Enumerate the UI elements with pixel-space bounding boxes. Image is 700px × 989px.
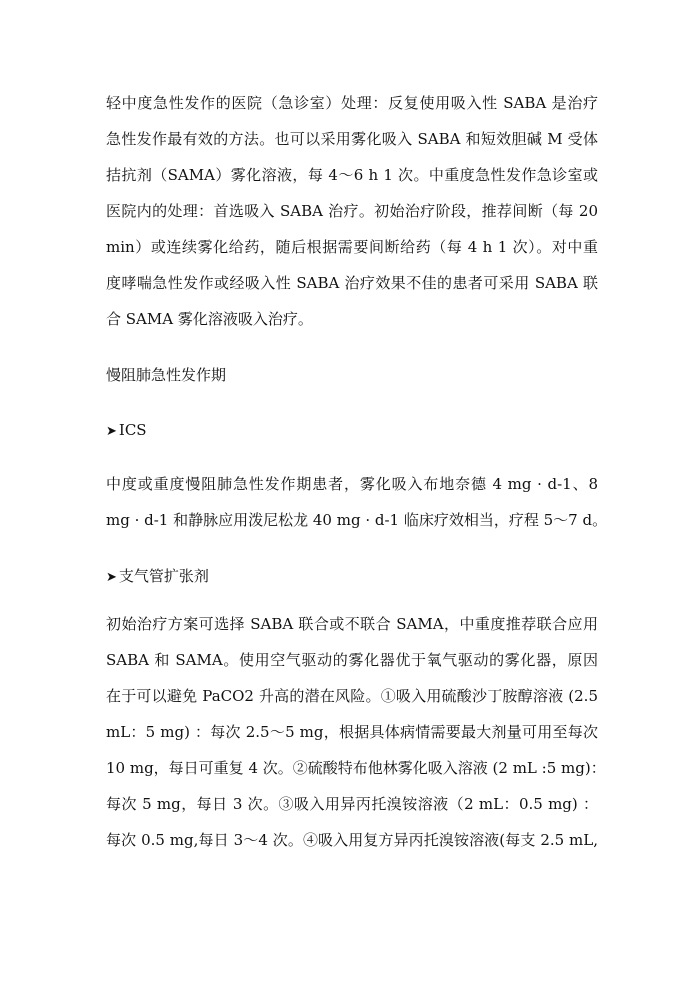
bullet-heading-text: ICS — [118, 421, 147, 439]
heading-text: 慢阻肺急性发作期 — [106, 366, 227, 384]
bullet-heading-text: 支气管扩张剂 — [118, 567, 209, 585]
text-line: 每次 0.5 mg,每日 3～4 次。④吸入用复方异丙托溴铵溶液(每支 2.5 mL, — [106, 831, 598, 849]
text-line: 每次 5 mg，每日 3 次。③吸入用异丙托溴铵溶液（2 mL：0.5 mg) ： — [106, 795, 598, 813]
bullet-heading-row — [106, 558, 598, 594]
bullet-heading-ics — [106, 412, 598, 448]
text-line: 合 SAMA 雾化溶液吸入治疗。 — [106, 310, 313, 328]
text-line: 轻中度急性发作的医院（急诊室）处理：反复使用吸入性 SABA 是治疗 — [106, 94, 598, 112]
text-line: 急性发作最有效的方法。也可以采用雾化吸入 SABA 和短效胆碱 M 受体 — [106, 130, 598, 148]
text-line: min）或连续雾化给药，随后根据需要间断给药（每 4 h 1 次）。对中重 — [106, 238, 598, 256]
text-line: mg · d-1 和静脉应用泼尼松龙 40 mg · d-1 临床疗效相当，疗程 5～7 d。 — [106, 511, 608, 529]
paragraph-ics — [106, 466, 608, 538]
text-line: 在于可以避免 PaCO2 升高的潜在风险。①吸入用硫酸沙丁胺醇溶液 (2.5 — [106, 687, 598, 705]
arrowhead-bullet-icon: ➤ — [106, 424, 117, 439]
bullet-heading-bronchodilator — [106, 558, 598, 594]
text-line: SABA 和 SAMA。使用空气驱动的雾化器优于氧气驱动的雾化器，原因 — [106, 651, 598, 669]
text-line: 医院内的处理：首选吸入 SABA 治疗。初始治疗阶段，推荐间断（每 20 — [106, 202, 598, 220]
paragraph-bronchodilator — [106, 606, 606, 858]
text-line: mL：5 mg) ：每次 2.5～5 mg，根据具体病情需要最大剂量可用至每次 — [106, 723, 598, 741]
bullet-heading-row — [106, 412, 598, 448]
section-heading-copd — [106, 357, 598, 393]
text-line: 拮抗剂（SAMA）雾化溶液，每 4～6 h 1 次。中重度急性发作急诊室或 — [106, 166, 598, 184]
text-line: 初始治疗方案可选择 SABA 联合或不联合 SAMA，中重度推荐联合应用 — [106, 615, 598, 633]
text-line: 10 mg，每日可重复 4 次。②硫酸特布他林雾化吸入溶液 (2 mL :5 mg)： — [106, 759, 606, 777]
text-line: 度哮喘急性发作或经吸入性 SABA 治疗效果不佳的患者可采用 SABA 联 — [106, 274, 598, 292]
text-line: 中度或重度慢阻肺急性发作期患者，雾化吸入布地奈德 4 mg · d-1、8 — [106, 475, 598, 493]
arrowhead-bullet-icon: ➤ — [106, 570, 117, 585]
paragraph-asthma-treatment — [106, 85, 598, 337]
